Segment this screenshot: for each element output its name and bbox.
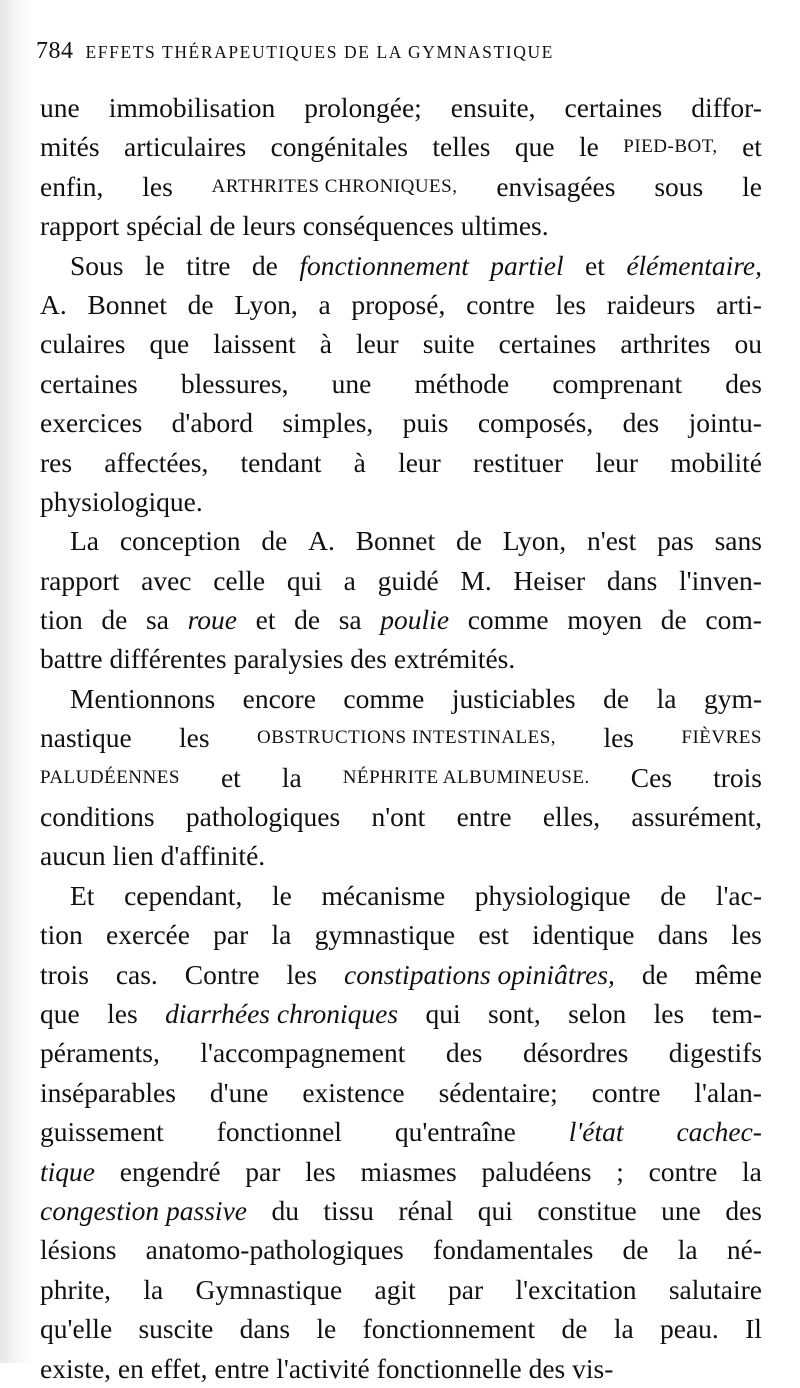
word: de: [622, 1234, 649, 1266]
word: est: [478, 919, 509, 951]
word: les: [179, 722, 210, 754]
text-line: [40, 876, 762, 915]
text-line: [40, 1270, 762, 1309]
word: des: [725, 1194, 762, 1226]
word: de: [641, 958, 668, 990]
word: La: [70, 525, 100, 557]
word: Mentionnons: [70, 682, 216, 714]
page-number: 784: [36, 38, 74, 64]
word: guissement: [40, 1116, 164, 1148]
word: de: [251, 249, 278, 281]
word: restituer: [473, 446, 564, 478]
text-line: [40, 324, 762, 363]
word: dans: [239, 1313, 291, 1345]
word: Heiser: [513, 564, 586, 596]
word: M.: [460, 564, 492, 596]
word: nastique: [40, 722, 132, 754]
word: ensuite,: [450, 92, 536, 123]
word: leurs: [242, 210, 296, 242]
text-line: [40, 443, 762, 482]
word: rénal: [398, 1194, 454, 1226]
word: cachec-: [676, 1116, 762, 1148]
word: tendant: [240, 446, 322, 478]
text-line: [40, 1191, 762, 1230]
text-line: [40, 1349, 762, 1388]
word: Sous: [70, 249, 124, 281]
word: ou: [734, 328, 762, 360]
word: conséquences: [302, 210, 454, 242]
text-line: [40, 600, 762, 639]
word: comme: [467, 604, 549, 636]
word: raideurs: [606, 288, 696, 320]
word: NÉPHRITE ALBUMINEUSE.: [342, 766, 590, 788]
text-line: [40, 1230, 762, 1269]
word: du: [271, 1194, 299, 1226]
text-line: [40, 561, 762, 600]
word: contre: [466, 288, 535, 320]
word: et: [742, 131, 762, 163]
word: diffor-: [691, 92, 762, 123]
word: rapport: [40, 210, 120, 242]
word: pathologiques: [185, 801, 341, 833]
word: de: [101, 604, 128, 636]
word: à: [353, 446, 366, 478]
word: arthrites: [620, 328, 711, 360]
text-line: [40, 836, 762, 875]
word: sédentaire;: [438, 1076, 558, 1108]
word: l'accompagnement: [200, 1037, 406, 1069]
word: constipations opiniâtres,: [344, 958, 615, 990]
word: constitue: [537, 1194, 637, 1226]
word: des: [445, 1037, 483, 1069]
word: puis: [402, 407, 449, 439]
word: cas.: [115, 958, 158, 990]
word: sa: [338, 604, 362, 636]
word: lésions: [40, 1234, 117, 1266]
word: sa: [146, 604, 169, 636]
word: qu'entraîne: [394, 1116, 516, 1148]
word: inséparables: [40, 1076, 176, 1108]
text-line: [40, 679, 762, 718]
word: lien: [112, 840, 154, 872]
word: né-: [726, 1234, 762, 1266]
word: que: [40, 997, 80, 1029]
word: les: [653, 997, 685, 1029]
word: les: [305, 1155, 336, 1187]
word: qu'elle: [40, 1313, 113, 1345]
word: physiologique: [474, 879, 631, 911]
word: de: [294, 604, 321, 636]
word: ARTHRITES CHRONIQUES,: [211, 175, 458, 197]
word: de: [603, 682, 630, 714]
text-line: [40, 167, 762, 206]
word: gymnastique: [314, 919, 456, 951]
text-line: [40, 1309, 762, 1348]
word: identique: [532, 919, 635, 951]
word: les: [731, 919, 762, 951]
text-line: [40, 88, 762, 127]
word: péraments,: [40, 1037, 160, 1069]
word: physiologique.: [40, 485, 203, 517]
word: engendré: [119, 1155, 221, 1187]
word: que: [149, 328, 190, 360]
word: leur: [595, 446, 639, 478]
word: partiel: [490, 249, 564, 281]
text-line: [40, 797, 762, 836]
word: leur: [355, 328, 399, 360]
word: Lyon,: [502, 525, 567, 557]
word: diarrhées chroniques: [165, 997, 399, 1029]
word: par: [448, 1273, 484, 1305]
word: titre: [186, 249, 231, 281]
text-line: [40, 639, 762, 678]
word: avec: [141, 564, 192, 596]
word: paludéens: [481, 1155, 592, 1187]
word: articulaires: [124, 131, 247, 163]
word: existe,: [40, 1352, 112, 1384]
text-line: [40, 994, 762, 1033]
word: peau.: [660, 1313, 719, 1345]
word: Lyon,: [234, 288, 298, 320]
word: sont,: [488, 997, 541, 1029]
word: le: [742, 170, 762, 202]
text-line: [40, 246, 762, 285]
word: assurément,: [631, 801, 762, 833]
word: certaines: [564, 92, 663, 123]
word: fondamentales: [432, 1234, 594, 1266]
word: digestifs: [668, 1037, 762, 1069]
word: fonctionnement: [362, 1313, 536, 1345]
word: selon: [568, 997, 627, 1029]
word: Gymnastique: [195, 1273, 343, 1305]
word: blessures,: [180, 367, 289, 399]
word: suscite: [138, 1313, 214, 1345]
word: élémentaire,: [626, 249, 762, 281]
word: d'abord: [171, 407, 253, 439]
word: l'excitation: [515, 1273, 637, 1305]
word: poulie: [380, 604, 450, 636]
text-line: [40, 482, 762, 521]
word: laissent: [213, 328, 296, 360]
text-line: [40, 718, 762, 757]
word: de: [455, 525, 482, 557]
word: tissu: [323, 1194, 374, 1226]
word: vis-: [572, 1352, 614, 1384]
word: affectées,: [104, 446, 209, 478]
word: conception: [119, 525, 241, 557]
text-line: [40, 206, 762, 245]
text-line: [40, 364, 762, 403]
word: composés,: [477, 407, 594, 439]
word: de: [187, 288, 214, 320]
word: gym-: [703, 682, 762, 714]
word: PIED-BOT,: [623, 136, 718, 158]
word: mécanisme: [321, 879, 446, 911]
word: certaines: [498, 328, 597, 360]
word: res: [40, 446, 73, 478]
word: n'ont: [371, 801, 426, 833]
word: elles,: [542, 801, 601, 833]
word: d'affinité.: [160, 840, 266, 872]
word: congénitales: [270, 131, 409, 163]
word: la: [143, 1273, 164, 1305]
word: comprenant: [552, 367, 683, 399]
word: désordres: [522, 1037, 629, 1069]
word: guidé: [377, 564, 439, 596]
word: l'état: [568, 1116, 624, 1148]
word: contre: [591, 1076, 661, 1108]
word: de: [209, 210, 236, 242]
word: par: [245, 1155, 281, 1187]
word: qui: [477, 1194, 513, 1226]
word: fonctionnelle: [376, 1352, 522, 1384]
text-line: [40, 1112, 762, 1151]
text-line: [40, 955, 762, 994]
word: trois: [713, 761, 762, 793]
body-text: [40, 88, 762, 1388]
word: FIÈVRES: [681, 727, 762, 749]
word: OBSTRUCTIONS INTESTINALES,: [257, 727, 557, 749]
word: la: [613, 1313, 634, 1345]
word: roue: [187, 604, 237, 636]
word: même: [694, 958, 762, 990]
word: arti-: [716, 288, 762, 320]
word: encore: [242, 682, 316, 714]
word: paralysies: [233, 643, 344, 675]
word: miasmes: [360, 1155, 457, 1187]
word: contre: [648, 1155, 718, 1187]
word: effet,: [150, 1352, 208, 1384]
word: qui: [286, 564, 322, 596]
word: le: [316, 1313, 337, 1345]
word: la: [281, 761, 302, 793]
word: moyen: [567, 604, 643, 636]
text-line: [40, 403, 762, 442]
word: existence: [302, 1076, 405, 1108]
word: mités: [40, 131, 100, 163]
running-header: [36, 38, 766, 65]
word: suite: [422, 328, 475, 360]
word: la: [656, 682, 677, 714]
word: PALUDÉENNES: [40, 766, 180, 788]
text-line: [40, 915, 762, 954]
word: les: [107, 997, 138, 1029]
word: les: [603, 722, 635, 754]
word: l'activité: [276, 1352, 370, 1384]
word: A.: [40, 288, 67, 320]
word: sans: [714, 525, 762, 557]
word: tique: [40, 1155, 95, 1187]
text-line: [40, 1033, 762, 1072]
word: différentes: [109, 643, 227, 675]
word: méthode: [414, 367, 510, 399]
word: rapport: [40, 564, 120, 596]
word: de: [660, 879, 687, 911]
word: de: [660, 604, 687, 636]
word: conditions: [40, 801, 155, 833]
word: culaires: [40, 328, 126, 360]
word: qui: [425, 997, 461, 1029]
word: Et: [70, 879, 95, 911]
text-line: [40, 285, 762, 324]
word: n'est: [587, 525, 637, 557]
word: une: [661, 1194, 701, 1226]
word: simples,: [282, 407, 374, 439]
word: les: [286, 958, 318, 990]
word: entre: [214, 1352, 270, 1384]
word: aucun: [40, 840, 106, 872]
word: anatomo-pathologiques: [145, 1234, 404, 1266]
word: le: [579, 131, 599, 163]
word: Contre: [184, 958, 260, 990]
word: et: [585, 249, 605, 281]
word: le: [144, 249, 165, 281]
word: com-: [705, 604, 762, 636]
word: l'alan-: [694, 1076, 762, 1108]
word: immobilisation: [108, 92, 276, 123]
word: a: [343, 564, 356, 596]
word: salutaire: [668, 1273, 762, 1305]
word: fonctionnement: [299, 249, 469, 281]
word: l'ac-: [715, 879, 762, 911]
word: congestion passive: [40, 1194, 247, 1226]
word: exercices: [40, 407, 143, 439]
word: à: [319, 328, 332, 360]
word: battre: [40, 643, 103, 675]
word: les: [555, 288, 587, 320]
word: la: [271, 919, 292, 951]
word: jointu-: [688, 407, 762, 439]
word: d'une: [209, 1076, 269, 1108]
text-line: [40, 1073, 762, 1112]
text-line: [40, 521, 762, 560]
word: des: [725, 367, 762, 399]
word: ;: [616, 1155, 624, 1187]
word: celle: [213, 564, 266, 596]
word: dans: [657, 919, 709, 951]
word: sous: [654, 170, 704, 202]
word: les: [142, 170, 173, 202]
word: tion: [40, 604, 83, 636]
word: agit: [374, 1273, 416, 1305]
word: une: [331, 367, 372, 399]
word: tion: [40, 919, 83, 951]
word: justiciables: [451, 682, 576, 714]
word: proposé,: [351, 288, 446, 320]
word: ultimes.: [460, 210, 549, 242]
word: a: [318, 288, 331, 320]
word: comme: [343, 682, 425, 714]
word: entre: [456, 801, 512, 833]
word: Ces: [630, 761, 673, 793]
word: en: [117, 1352, 144, 1384]
word: A.: [308, 525, 335, 557]
running-title: EFFETS THÉRAPEUTIQUES DE LA GYMNASTIQUE: [85, 42, 554, 62]
word: et: [220, 761, 241, 793]
word: le: [272, 879, 292, 911]
word: par: [213, 919, 249, 951]
word: mobilité: [670, 446, 762, 478]
word: la: [742, 1155, 762, 1187]
word: Il: [745, 1313, 762, 1345]
text-line: [40, 127, 762, 166]
word: dans: [606, 564, 658, 596]
word: que: [514, 131, 555, 163]
word: enfin,: [40, 170, 104, 202]
word: et: [255, 604, 276, 636]
word: de: [261, 525, 288, 557]
text-line: [40, 758, 762, 797]
word: trois: [40, 958, 89, 990]
word: des: [350, 643, 387, 675]
word: envisagées: [496, 170, 616, 202]
word: l'inven-: [679, 564, 762, 596]
word: Bonnet: [355, 525, 436, 557]
word: telles: [432, 131, 491, 163]
word: pas: [657, 525, 694, 557]
word: des: [622, 407, 660, 439]
word: prolongée;: [304, 92, 422, 123]
word: une: [40, 92, 80, 123]
word: exercée: [106, 919, 190, 951]
word: la: [677, 1234, 698, 1266]
word: de: [561, 1313, 588, 1345]
word: phrite,: [40, 1273, 112, 1305]
word: tem-: [711, 997, 762, 1029]
word: extrémités.: [393, 643, 516, 675]
text-line: [40, 1152, 762, 1191]
word: leur: [398, 446, 441, 478]
word: certaines: [40, 367, 138, 399]
word: fonctionnel: [216, 1116, 342, 1148]
word: cependant,: [124, 879, 243, 911]
word: des: [528, 1352, 566, 1384]
word: Bonnet: [87, 288, 167, 320]
word: spécial: [126, 210, 203, 242]
